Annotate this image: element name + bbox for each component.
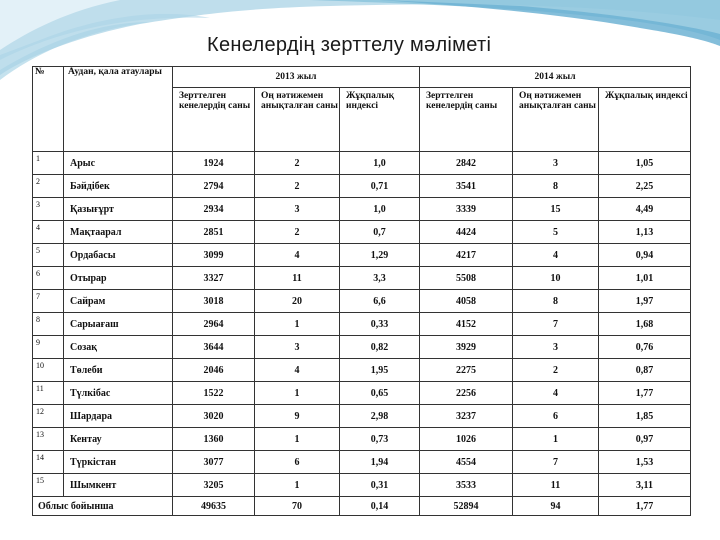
value-cell: 6 bbox=[513, 405, 599, 428]
table-row bbox=[33, 152, 691, 175]
value-cell: 1,68 bbox=[599, 313, 691, 336]
value-cell: 0,65 bbox=[340, 382, 420, 405]
value-cell: 8 bbox=[513, 175, 599, 198]
value-cell: 4 bbox=[255, 359, 340, 382]
district-name: Кентау bbox=[64, 428, 173, 451]
value-cell: 0,97 bbox=[599, 428, 691, 451]
value-cell: 2 bbox=[513, 359, 599, 382]
value-cell: 2,98 bbox=[340, 405, 420, 428]
table-row bbox=[33, 221, 691, 244]
value-cell: 3020 bbox=[173, 405, 255, 428]
row-number: 13 bbox=[33, 428, 64, 451]
district-name: Мақтаарал bbox=[64, 221, 173, 244]
value-cell: 1,01 bbox=[599, 267, 691, 290]
value-cell: 2842 bbox=[420, 152, 513, 175]
value-cell: 3205 bbox=[173, 474, 255, 497]
header-index-2014: Жұқпалық индексі bbox=[599, 88, 691, 152]
row-number: 4 bbox=[33, 221, 64, 244]
table-body bbox=[33, 152, 691, 497]
value-cell: 2 bbox=[255, 152, 340, 175]
value-cell: 0,7 bbox=[340, 221, 420, 244]
value-cell: 0,82 bbox=[340, 336, 420, 359]
value-cell: 1,77 bbox=[599, 382, 691, 405]
district-name: Сайрам bbox=[64, 290, 173, 313]
total-cell: 49635 bbox=[173, 497, 255, 516]
row-number: 10 bbox=[33, 359, 64, 382]
value-cell: 2256 bbox=[420, 382, 513, 405]
value-cell: 1 bbox=[255, 428, 340, 451]
table-row bbox=[33, 474, 691, 497]
value-cell: 15 bbox=[513, 198, 599, 221]
total-cell: 94 bbox=[513, 497, 599, 516]
district-name: Түлкібас bbox=[64, 382, 173, 405]
row-number: 8 bbox=[33, 313, 64, 336]
header-studied-2014: Зерттелген кенелердің саны bbox=[420, 88, 513, 152]
header-index-2013: Жұқпалық индексі bbox=[340, 88, 420, 152]
value-cell: 3327 bbox=[173, 267, 255, 290]
table-row bbox=[33, 244, 691, 267]
value-cell: 9 bbox=[255, 405, 340, 428]
tick-survey-table bbox=[32, 66, 691, 516]
district-name: Қазығұрт bbox=[64, 198, 173, 221]
value-cell: 11 bbox=[255, 267, 340, 290]
value-cell: 8 bbox=[513, 290, 599, 313]
total-cell: 1,77 bbox=[599, 497, 691, 516]
table-row bbox=[33, 313, 691, 336]
value-cell: 1360 bbox=[173, 428, 255, 451]
value-cell: 2 bbox=[255, 221, 340, 244]
row-number: 15 bbox=[33, 474, 64, 497]
value-cell: 3 bbox=[513, 336, 599, 359]
row-number: 9 bbox=[33, 336, 64, 359]
row-number: 3 bbox=[33, 198, 64, 221]
value-cell: 1,85 bbox=[599, 405, 691, 428]
total-cell: 52894 bbox=[420, 497, 513, 516]
value-cell: 1 bbox=[255, 313, 340, 336]
value-cell: 4,49 bbox=[599, 198, 691, 221]
value-cell: 5508 bbox=[420, 267, 513, 290]
value-cell: 1,97 bbox=[599, 290, 691, 313]
value-cell: 3077 bbox=[173, 451, 255, 474]
value-cell: 4152 bbox=[420, 313, 513, 336]
value-cell: 3237 bbox=[420, 405, 513, 428]
value-cell: 0,71 bbox=[340, 175, 420, 198]
district-name: Бәйдібек bbox=[64, 175, 173, 198]
value-cell: 0,87 bbox=[599, 359, 691, 382]
district-name: Шардара bbox=[64, 405, 173, 428]
value-cell: 4 bbox=[513, 244, 599, 267]
district-name: Ордабасы bbox=[64, 244, 173, 267]
value-cell: 1 bbox=[255, 474, 340, 497]
district-name: Отырар bbox=[64, 267, 173, 290]
value-cell: 3,3 bbox=[340, 267, 420, 290]
value-cell: 3,11 bbox=[599, 474, 691, 497]
value-cell: 4217 bbox=[420, 244, 513, 267]
district-name: Арыс bbox=[64, 152, 173, 175]
value-cell: 0,94 bbox=[599, 244, 691, 267]
value-cell: 5 bbox=[513, 221, 599, 244]
value-cell: 3 bbox=[255, 336, 340, 359]
value-cell: 1,0 bbox=[340, 152, 420, 175]
value-cell: 2851 bbox=[173, 221, 255, 244]
row-number: 1 bbox=[33, 152, 64, 175]
value-cell: 2046 bbox=[173, 359, 255, 382]
value-cell: 6,6 bbox=[340, 290, 420, 313]
district-name: Түркістан bbox=[64, 451, 173, 474]
value-cell: 0,31 bbox=[340, 474, 420, 497]
value-cell: 0,76 bbox=[599, 336, 691, 359]
table-row bbox=[33, 267, 691, 290]
value-cell: 6 bbox=[255, 451, 340, 474]
row-number: 14 bbox=[33, 451, 64, 474]
value-cell: 10 bbox=[513, 267, 599, 290]
value-cell: 3018 bbox=[173, 290, 255, 313]
value-cell: 1 bbox=[513, 428, 599, 451]
header-district: Аудан, қала атаулары bbox=[64, 67, 173, 152]
header-year-2014: 2014 жыл bbox=[420, 67, 691, 88]
value-cell: 1026 bbox=[420, 428, 513, 451]
header-number: № bbox=[33, 67, 64, 152]
value-cell: 1,05 bbox=[599, 152, 691, 175]
table-row bbox=[33, 336, 691, 359]
value-cell: 1,0 bbox=[340, 198, 420, 221]
total-cell: 70 bbox=[255, 497, 340, 516]
value-cell: 2964 bbox=[173, 313, 255, 336]
value-cell: 3533 bbox=[420, 474, 513, 497]
row-number: 6 bbox=[33, 267, 64, 290]
value-cell: 7 bbox=[513, 313, 599, 336]
value-cell: 4554 bbox=[420, 451, 513, 474]
value-cell: 3644 bbox=[173, 336, 255, 359]
value-cell: 1,95 bbox=[340, 359, 420, 382]
district-name: Созақ bbox=[64, 336, 173, 359]
value-cell: 11 bbox=[513, 474, 599, 497]
value-cell: 3 bbox=[513, 152, 599, 175]
district-name: Төлеби bbox=[64, 359, 173, 382]
value-cell: 1,29 bbox=[340, 244, 420, 267]
value-cell: 3929 bbox=[420, 336, 513, 359]
value-cell: 20 bbox=[255, 290, 340, 313]
value-cell: 3 bbox=[255, 198, 340, 221]
row-number: 5 bbox=[33, 244, 64, 267]
header-studied-2013: Зерттелген кенелердің саны bbox=[173, 88, 255, 152]
value-cell: 2275 bbox=[420, 359, 513, 382]
total-label: Облыс бойынша bbox=[33, 497, 173, 516]
value-cell: 0,73 bbox=[340, 428, 420, 451]
value-cell: 7 bbox=[513, 451, 599, 474]
district-name: Шымкент bbox=[64, 474, 173, 497]
value-cell: 4 bbox=[513, 382, 599, 405]
value-cell: 3099 bbox=[173, 244, 255, 267]
value-cell: 4424 bbox=[420, 221, 513, 244]
value-cell: 3541 bbox=[420, 175, 513, 198]
value-cell: 4 bbox=[255, 244, 340, 267]
header-positive-2013: Оң нәтижемен анықталған саны bbox=[255, 88, 340, 152]
value-cell: 1 bbox=[255, 382, 340, 405]
table-row bbox=[33, 290, 691, 313]
total-row bbox=[33, 497, 691, 516]
header-positive-2014: Оң нәтижемен анықталған саны bbox=[513, 88, 599, 152]
table-row bbox=[33, 405, 691, 428]
row-number: 7 bbox=[33, 290, 64, 313]
value-cell: 2 bbox=[255, 175, 340, 198]
row-number: 2 bbox=[33, 175, 64, 198]
district-name: Сарыағаш bbox=[64, 313, 173, 336]
row-number: 12 bbox=[33, 405, 64, 428]
value-cell: 4058 bbox=[420, 290, 513, 313]
header-year-2013: 2013 жыл bbox=[173, 67, 420, 88]
value-cell: 1522 bbox=[173, 382, 255, 405]
table-row bbox=[33, 198, 691, 221]
value-cell: 1,13 bbox=[599, 221, 691, 244]
value-cell: 1,53 bbox=[599, 451, 691, 474]
table-row bbox=[33, 451, 691, 474]
value-cell: 2934 bbox=[173, 198, 255, 221]
value-cell: 1924 bbox=[173, 152, 255, 175]
value-cell: 2794 bbox=[173, 175, 255, 198]
table-row bbox=[33, 175, 691, 198]
table-row bbox=[33, 428, 691, 451]
value-cell: 2,25 bbox=[599, 175, 691, 198]
table-row bbox=[33, 382, 691, 405]
total-cell: 0,14 bbox=[340, 497, 420, 516]
value-cell: 0,33 bbox=[340, 313, 420, 336]
value-cell: 3339 bbox=[420, 198, 513, 221]
value-cell: 1,94 bbox=[340, 451, 420, 474]
row-number: 11 bbox=[33, 382, 64, 405]
page-title: Кенелердің зерттелу мәліметі bbox=[207, 34, 492, 56]
table-row bbox=[33, 359, 691, 382]
